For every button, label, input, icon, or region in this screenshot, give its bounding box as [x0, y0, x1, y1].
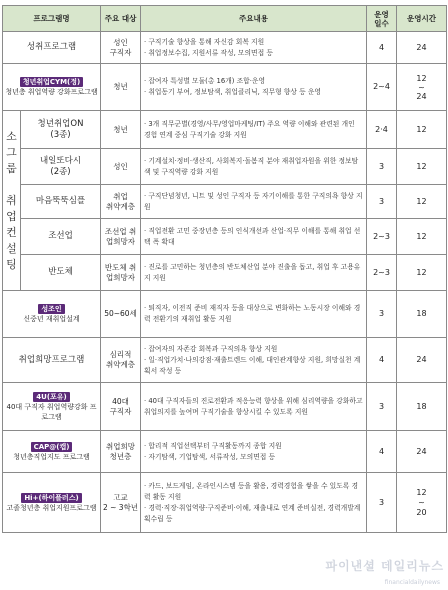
- program-table: [2, 5, 447, 533]
- program-hours: 12: [397, 219, 447, 255]
- program-content: · 구직기술 향상을 통해 자신감 회복 지원 · 취업정보수집, 지원서류 작성, 모의면접 등: [141, 32, 367, 64]
- table-row: [3, 338, 447, 383]
- program-name: 청년취업ON (3종): [21, 111, 101, 149]
- program-days: 3: [367, 383, 397, 431]
- program-target: 반도체 취업희망자: [101, 255, 141, 291]
- table-row: [3, 64, 447, 111]
- program-content: · 잡여자의 자존감 회복과 구직의욕 향상 지원 · 일·직업가치·나의강점·재출트렌드 이해, 대인관계향상 지원, 희망실천 계획서 작성 등: [141, 338, 367, 383]
- watermark: 파이낸셜 데일리뉴스: [325, 559, 444, 573]
- program-name-cell: [3, 473, 101, 533]
- program-days: 3: [367, 291, 397, 338]
- program-days: 2~4: [367, 64, 397, 111]
- program-hours: 18: [397, 383, 447, 431]
- program-target: 청년: [101, 111, 141, 149]
- program-hours: 18: [397, 291, 447, 338]
- program-content: · 카드, 보드게임, 온라인시스템 등을 활용, 경력경험을 쌓을 수 있도록 경력 활동 지원 · 경력·직장·취업역량·구직준비·이해, 재출내로 연계 준비실전, 경력개발계획수립 등: [141, 473, 367, 533]
- program-hours: 12 ~ 24: [397, 64, 447, 111]
- program-days: 2~3: [367, 219, 397, 255]
- program-name-cell: [3, 431, 101, 473]
- program-hours: 12: [397, 111, 447, 149]
- program-content: · 직업전환 고민 중장년층 등의 인식개선과 산업·직무 이해를 통해 취업 선택 폭 확대: [141, 219, 367, 255]
- program-hours: 12 ~ 20: [397, 473, 447, 533]
- header-content: 주요내용: [141, 6, 367, 32]
- program-name-cell: [3, 64, 101, 111]
- program-hours: 12: [397, 255, 447, 291]
- program-badge: 성조인: [38, 304, 64, 314]
- table-row: [3, 111, 447, 149]
- program-content: · 구직단념청년, 니트 및 성인 구직자 등 자기이해를 통한 구직의욕 향상 지원: [141, 185, 367, 219]
- program-badge: CAP@(캡): [31, 442, 73, 452]
- table-row: [3, 255, 447, 291]
- program-target: 성인: [101, 149, 141, 185]
- program-target: 성인 구직자: [101, 32, 141, 64]
- program-target: 취업 취약계층: [101, 185, 141, 219]
- program-hours: 24: [397, 431, 447, 473]
- program-badge: 청년취업CYM(정): [20, 77, 83, 87]
- program-target: 심리적 취약계층: [101, 338, 141, 383]
- program-target: 청년: [101, 64, 141, 111]
- program-target: 취업희망 청년층: [101, 431, 141, 473]
- header-program: 프로그램명: [3, 6, 101, 32]
- program-content: · 합리적 직업선택부터 구직활동까지 종합 지원 · 자기탐색, 기업탐색, 서류작성, 모의면접 등: [141, 431, 367, 473]
- program-days: 3: [367, 473, 397, 533]
- table-row: [3, 383, 447, 431]
- table-row: [3, 185, 447, 219]
- header-days: 운영 일수: [367, 6, 397, 32]
- program-name: 조선업: [21, 219, 101, 255]
- table-row: [3, 149, 447, 185]
- program-target: 50~60세: [101, 291, 141, 338]
- program-badge: 4U(포유): [33, 392, 69, 402]
- program-hours: 12: [397, 185, 447, 219]
- program-content: · 퇴직자, 이전직 준비 재직자 등을 대상으로 변화하는 노동시장 이해와 경력 전환기의 재취업 활동 지원: [141, 291, 367, 338]
- program-name: 취업희망프로그램: [3, 338, 101, 383]
- program-content: · 40대 구직자들의 진로전환과 적응능력 향상을 위해 심리역량을 강화하고 취업의지를 높여며 구직기술을 향상시킬 수 있도록 지원: [141, 383, 367, 431]
- program-target: 고교 2 ~ 3학년: [101, 473, 141, 533]
- program-name: 내일또다시 (2종): [21, 149, 101, 185]
- program-name-cell: [3, 383, 101, 431]
- program-name-cell: [3, 291, 101, 338]
- table-row: [3, 431, 447, 473]
- program-content: · 잡여자 특성별 모듈(총 16개) 조합·운영 · 취업동기 부여, 정보탐색, 취업클리닉, 직무형 향상 등 운영: [141, 64, 367, 111]
- program-content: · 기계설치·정비·생산직, 사회복지·돌봄직 분야 재취업자원을 위한 정보탐색 및 구직역량 강화 지원: [141, 149, 367, 185]
- program-days: 4: [367, 431, 397, 473]
- header-hours: 운영시간: [397, 6, 447, 32]
- program-badge: Hi+(하이플러스): [21, 493, 81, 503]
- table-row: [3, 32, 447, 64]
- program-days: 3: [367, 185, 397, 219]
- program-name: 반도체: [21, 255, 101, 291]
- program-hours: 24: [397, 32, 447, 64]
- program-name: 고졸청년층 취업지원프로그램: [6, 503, 97, 512]
- program-target: 조선업 취업희망자: [101, 219, 141, 255]
- program-content: · 3개 직무군별(경영/사무/영업마케팅/IT) 주요 역량 이해와 관련된 개인 경험 연계 중심 구직기술 강화 지원: [141, 111, 367, 149]
- program-name: 40대 구직자 취업역량강화 프로그램: [6, 402, 97, 421]
- program-days: 4: [367, 32, 397, 64]
- program-hours: 12: [397, 149, 447, 185]
- table-row: [3, 219, 447, 255]
- program-name: 청년층 취업역량 강화프로그램: [5, 88, 98, 96]
- program-days: 4: [367, 338, 397, 383]
- program-name: 신중년 재취업설계: [23, 315, 80, 323]
- program-hours: 24: [397, 338, 447, 383]
- program-days: 2~3: [367, 255, 397, 291]
- header-target: 주요 대상: [101, 6, 141, 32]
- table-row: [3, 291, 447, 338]
- table-header-row: [3, 6, 447, 32]
- program-name: 성취프로그램: [3, 32, 101, 64]
- program-content: · 진로를 고민하는 청년층의 반도체산업 분야 진출을 돕고, 취업 후 고용유지 지원: [141, 255, 367, 291]
- program-days: 2·4: [367, 111, 397, 149]
- table-row: [3, 473, 447, 533]
- program-name: 마음뚝뚝심플: [21, 185, 101, 219]
- program-name: 청년층직업지도 프로그램: [13, 452, 90, 461]
- watermark-sub: financialdailynews: [384, 579, 440, 586]
- program-days: 3: [367, 149, 397, 185]
- category-label: 소 그 룹 취 업 컨 설 팅: [3, 111, 21, 291]
- program-target: 40대 구직자: [101, 383, 141, 431]
